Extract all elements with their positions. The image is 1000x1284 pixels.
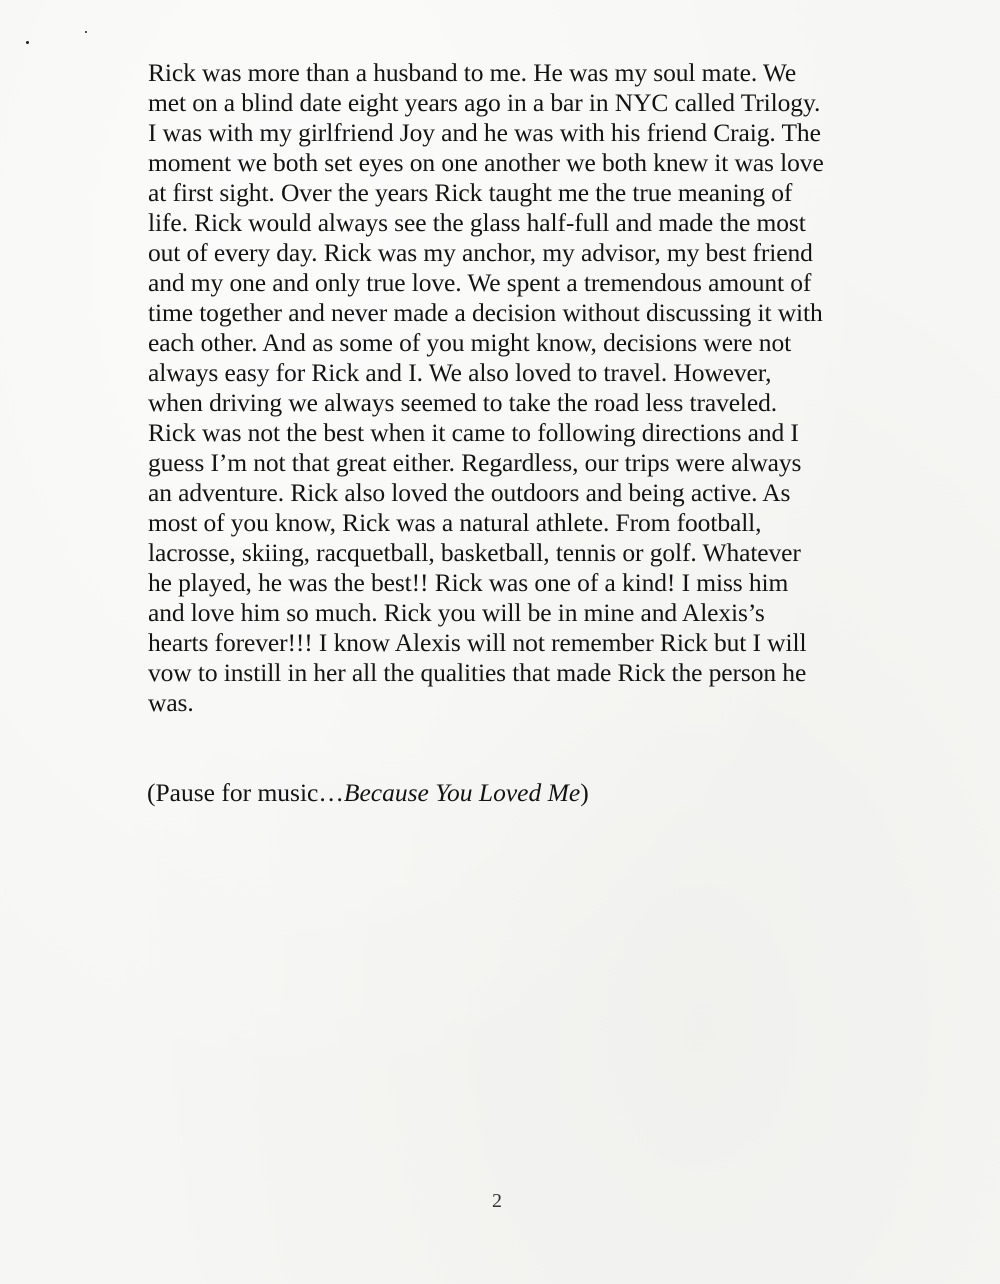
- paragraph-line: Rick was more than a husband to me. He was my soul mate. We: [148, 58, 797, 87]
- paragraph-line: always easy for Rick and I. We also loved to travel. However,: [148, 358, 772, 387]
- paragraph-line: life. Rick would always see the glass half-full and made the most: [148, 208, 806, 237]
- paragraph-line: Rick was not the best when it came to following directions and I: [148, 418, 799, 447]
- paragraph-line: when driving we always seemed to take the road less traveled.: [148, 388, 778, 417]
- pause-suffix: ): [580, 778, 589, 807]
- page-number: 2: [492, 1190, 502, 1212]
- scan-speck: [85, 31, 87, 33]
- paragraph-line: an adventure. Rick also loved the outdoors and being active. As: [148, 478, 791, 507]
- paragraph-line: he played, he was the best!! Rick was one of a kind! I miss him: [148, 568, 789, 597]
- paragraph-line: guess I’m not that great either. Regardless, our trips were always: [148, 448, 802, 477]
- paragraph-line: vow to instill in her all the qualities that made Rick the person he: [148, 658, 807, 687]
- paragraph-line: out of every day. Rick was my anchor, my advisor, my best friend: [148, 238, 813, 267]
- pause-for-music-note: [147, 778, 589, 808]
- pause-prefix: (Pause for music…: [147, 778, 344, 807]
- paragraph-line: each other. And as some of you might know, decisions were not: [148, 328, 792, 357]
- paragraph-line: and my one and only true love. We spent a tremendous amount of: [148, 268, 812, 297]
- paragraph-line: met on a blind date eight years ago in a bar in NYC called Trilogy.: [148, 88, 821, 117]
- paragraph-line: and love him so much. Rick you will be in mine and Alexis’s: [148, 598, 765, 627]
- song-title: Because You Loved Me: [343, 778, 581, 807]
- paragraph-line: lacrosse, skiing, racquetball, basketball, tennis or golf. Whatever: [148, 538, 801, 567]
- paragraph-line: I was with my girlfriend Joy and he was with his friend Craig. The: [148, 118, 821, 147]
- paragraph-line: most of you know, Rick was a natural athlete. From football,: [148, 508, 762, 537]
- paragraph-line: time together and never made a decision without discussing it with: [148, 298, 823, 327]
- paragraph-line: at first sight. Over the years Rick taught me the true meaning of: [148, 178, 793, 207]
- paragraph-line: moment we both set eyes on one another we both knew it was love: [148, 148, 824, 177]
- paragraph-line: was.: [148, 688, 194, 717]
- paragraph-line: hearts forever!!! I know Alexis will not remember Rick but I will: [148, 628, 807, 657]
- scan-speck: [26, 41, 29, 44]
